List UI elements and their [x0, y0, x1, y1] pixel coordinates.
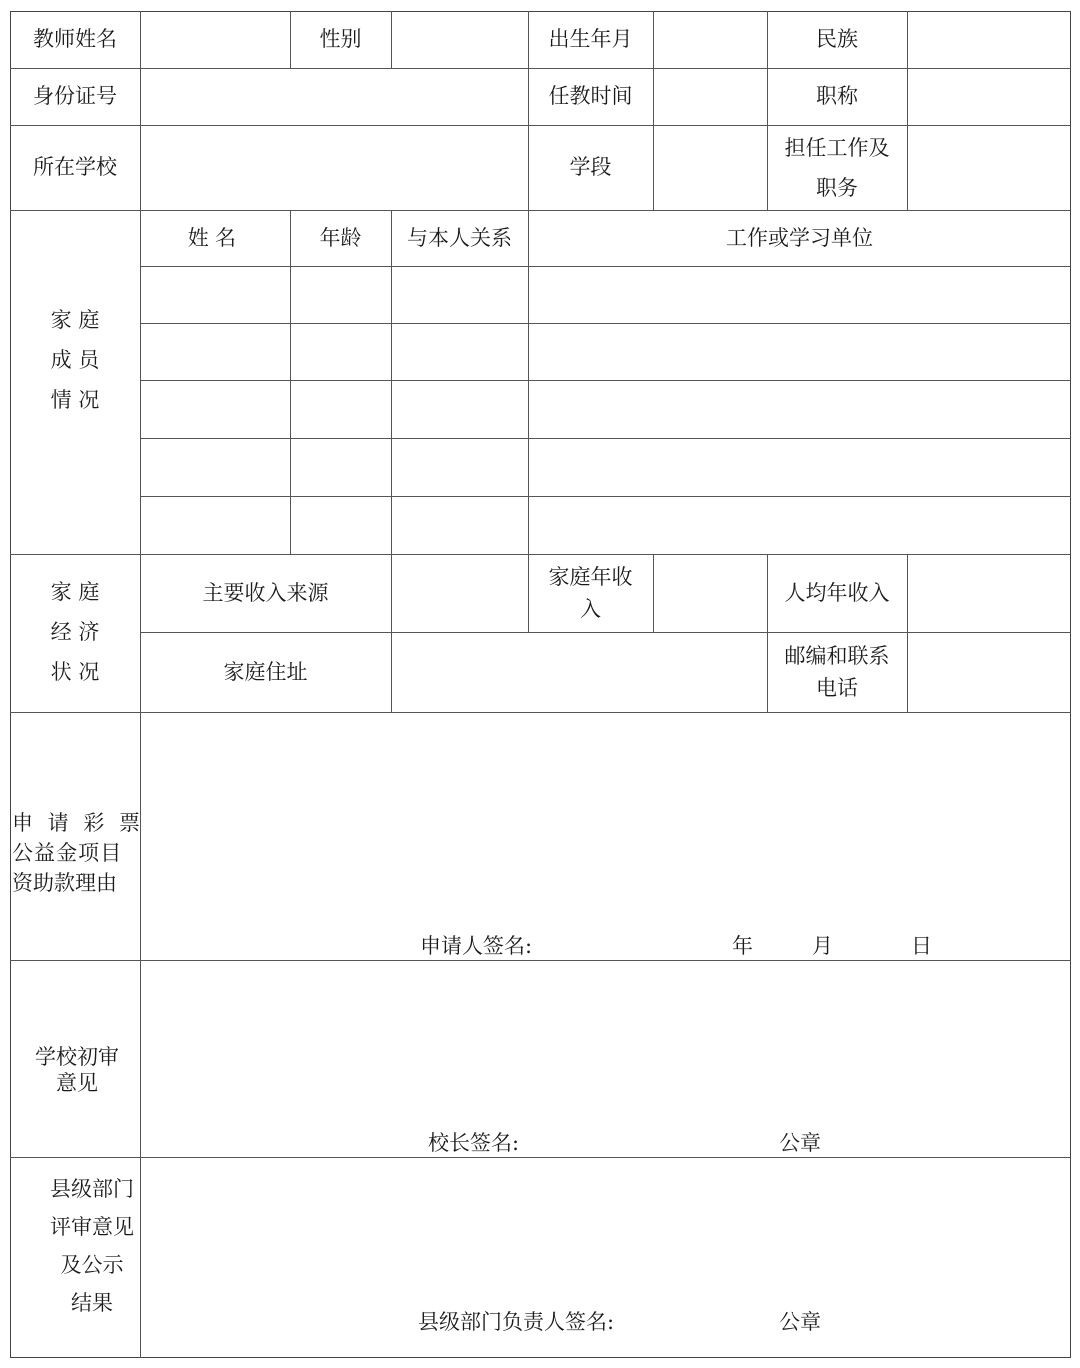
- school-seal-label: 公章: [779, 1131, 821, 1155]
- reason-section-label: [12, 808, 140, 898]
- family-member-row[interactable]: [141, 267, 1070, 323]
- family-section-label: [10, 300, 140, 420]
- school-field[interactable]: [141, 126, 528, 210]
- per-capita-label: 人均年收入: [784, 580, 890, 605]
- economy-section-label: [10, 572, 140, 692]
- school-review-label: [10, 1040, 144, 1100]
- reason-label-line: 资助款理由: [12, 871, 117, 895]
- applicant-signature-label: 申请人签名:: [420, 934, 533, 958]
- address-label: 家庭住址: [223, 659, 308, 684]
- birth-label: 出生年月: [548, 27, 633, 52]
- reason-char: 请: [47, 811, 69, 835]
- economy-label-line: 家 庭: [50, 580, 100, 604]
- annual-income-line: 家庭年收: [548, 565, 633, 589]
- postal-phone-line: 邮编和联系: [784, 644, 890, 668]
- duty-field[interactable]: [908, 126, 1070, 210]
- family-label-line: 家 庭: [50, 308, 100, 332]
- family-member-row[interactable]: [141, 324, 1070, 380]
- birth-field[interactable]: [654, 12, 767, 68]
- annual-income-line: 入: [580, 597, 601, 621]
- duty-label-line: 担任工作及: [784, 135, 890, 160]
- county-review-label: [22, 1170, 162, 1322]
- school-label: 所在学校: [33, 155, 117, 180]
- family-member-row[interactable]: [141, 497, 1070, 554]
- family-label-line: 情 况: [50, 388, 100, 412]
- income-source-label: 主要收入来源: [202, 580, 329, 605]
- county-review-field[interactable]: [141, 1158, 1070, 1298]
- income-source-field[interactable]: [392, 555, 528, 632]
- teacher-name-label: 教师姓名: [33, 27, 117, 52]
- postal-phone-field[interactable]: [908, 633, 1070, 712]
- teaching-time-label: 任教时间: [548, 84, 633, 109]
- principal-signature-label: 校长签名:: [428, 1131, 520, 1155]
- reason-char: 申: [12, 811, 33, 835]
- annual-income-field[interactable]: [654, 555, 767, 632]
- family-member-row[interactable]: [141, 381, 1070, 438]
- ethnicity-label: 民族: [816, 27, 858, 52]
- gender-label: 性别: [319, 27, 362, 52]
- id-number-field[interactable]: [141, 69, 528, 125]
- economy-label-line: 状 况: [50, 660, 100, 684]
- county-review-line: 结果: [71, 1291, 113, 1315]
- reason-char: 彩: [83, 811, 105, 835]
- county-review-line: 及公示: [60, 1253, 124, 1277]
- annual-income-label: [528, 554, 653, 632]
- county-seal-label: 公章: [779, 1310, 821, 1334]
- county-review-line: 县级部门: [50, 1177, 134, 1201]
- teacher-name-field[interactable]: [141, 12, 290, 68]
- county-review-line: 评审意见: [50, 1215, 134, 1239]
- date-year-label: 年: [732, 934, 753, 958]
- postal-phone-label: [767, 632, 907, 712]
- stage-field[interactable]: [654, 126, 767, 210]
- title-label: 职称: [816, 84, 858, 109]
- school-review-line: 意见: [56, 1071, 98, 1095]
- title-field[interactable]: [908, 69, 1070, 125]
- reason-label-line: [12, 808, 140, 838]
- col-name-header: 姓名: [187, 225, 243, 250]
- postal-phone-line: 电话: [816, 676, 858, 700]
- duty-label: [767, 125, 907, 210]
- col-unit-header: 工作或学习单位: [726, 225, 873, 250]
- duty-label-line: 职务: [816, 175, 858, 200]
- per-capita-field[interactable]: [908, 555, 1070, 632]
- date-month-label: 月: [812, 934, 833, 958]
- reason-char: 票: [118, 811, 140, 835]
- date-day-label: 日: [911, 934, 932, 958]
- school-review-field[interactable]: [141, 961, 1070, 1121]
- reason-field[interactable]: [141, 713, 1070, 923]
- col-relation-header: 与本人关系: [407, 225, 512, 250]
- address-field[interactable]: [392, 633, 767, 712]
- stage-label: 学段: [569, 155, 612, 180]
- id-number-label: 身份证号: [33, 84, 117, 109]
- reason-label-line: 公益金项目: [12, 841, 123, 865]
- col-age-header: 年龄: [319, 225, 362, 250]
- teaching-time-field[interactable]: [654, 69, 767, 125]
- county-signature-label: 县级部门负责人签名:: [418, 1310, 615, 1334]
- economy-label-line: 经 济: [50, 620, 100, 644]
- ethnicity-field[interactable]: [908, 12, 1070, 68]
- family-member-row[interactable]: [141, 439, 1070, 496]
- family-label-line: 成 员: [50, 348, 100, 372]
- school-review-line: 学校初审: [35, 1045, 119, 1069]
- gender-field[interactable]: [392, 12, 528, 68]
